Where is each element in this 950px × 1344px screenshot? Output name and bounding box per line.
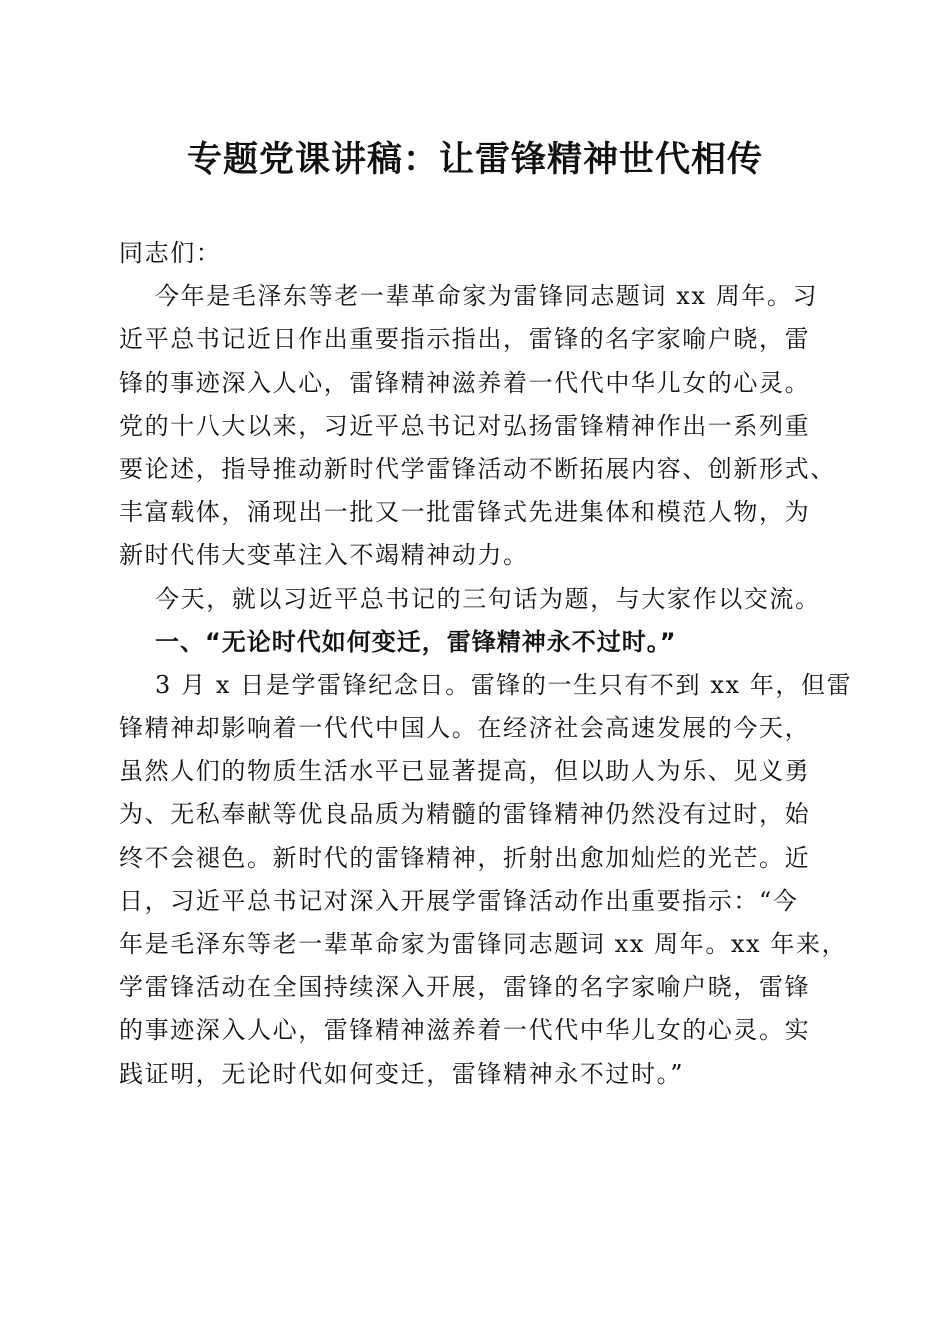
paragraph-line: 同志们： bbox=[119, 239, 222, 267]
paragraph-line: 为、无私奉献等优良品质为精髓的雷锋精神仍然没有过时，始 bbox=[119, 800, 811, 829]
paragraph-line: 丰富载体，涌现出一批又一批雷锋式先进集体和模范人物，为 bbox=[119, 498, 811, 527]
section-heading: 一、“无论时代如何变迁，雷锋精神永不过时。” bbox=[155, 627, 677, 656]
paragraph-line: 虽然人们的物质生活水平已显著提高，但以助人为乐、见义勇 bbox=[119, 757, 811, 786]
paragraph-line: 终不会褪色。新时代的雷锋精神，折射出愈加灿烂的光芒。近 bbox=[119, 843, 811, 872]
paragraph-line: 3 月 x 日是学雷锋纪念日。雷锋的一生只有不到 xx 年，但雷 bbox=[155, 670, 853, 699]
paragraph-line: 践证明，无论时代如何变迁，雷锋精神永不过时。” bbox=[119, 1059, 685, 1088]
paragraph-line: 锋的事迹深入人心，雷锋精神滋养着一代代中华儿女的心灵。 bbox=[119, 368, 811, 397]
document-body bbox=[119, 232, 853, 1096]
paragraph-line: 近平总书记近日作出重要指示指出，雷锋的名字家喻户晓，雷 bbox=[119, 325, 811, 354]
paragraph-line: 党的十八大以来，习近平总书记对弘扬雷锋精神作出一系列重 bbox=[119, 411, 811, 440]
paragraph-line: 年是毛泽东等老一辈革命家为雷锋同志题词 xx 周年。xx 年来， bbox=[119, 930, 848, 958]
paragraph-line: 锋精神却影响着一代代中国人。在经济社会高速发展的今天， bbox=[119, 714, 811, 743]
paragraph-line: 要论述，指导推动新时代学雷锋活动不断拓展内容、创新形式、 bbox=[119, 454, 836, 483]
paragraph-line: 日，习近平总书记对深入开展学雷锋活动作出重要指示：“今 bbox=[119, 886, 799, 915]
paragraph-line: 今天，就以习近平总书记的三句话为题，与大家作以交流。 bbox=[155, 584, 821, 613]
paragraph-line: 的事迹深入人心，雷锋精神滋养着一代代中华儿女的心灵。实 bbox=[119, 1016, 811, 1045]
paragraph-line: 学雷锋活动在全国持续深入开展，雷锋的名字家喻户晓，雷锋 bbox=[119, 973, 811, 1002]
paragraph-line: 今年是毛泽东等老一辈革命家为雷锋同志题词 xx 周年。习 bbox=[155, 282, 819, 311]
document-title: 专题党课讲稿：让雷锋精神世代相传 bbox=[186, 139, 763, 180]
paragraph-line: 新时代伟大变革注入不竭精神动力。 bbox=[119, 541, 529, 570]
